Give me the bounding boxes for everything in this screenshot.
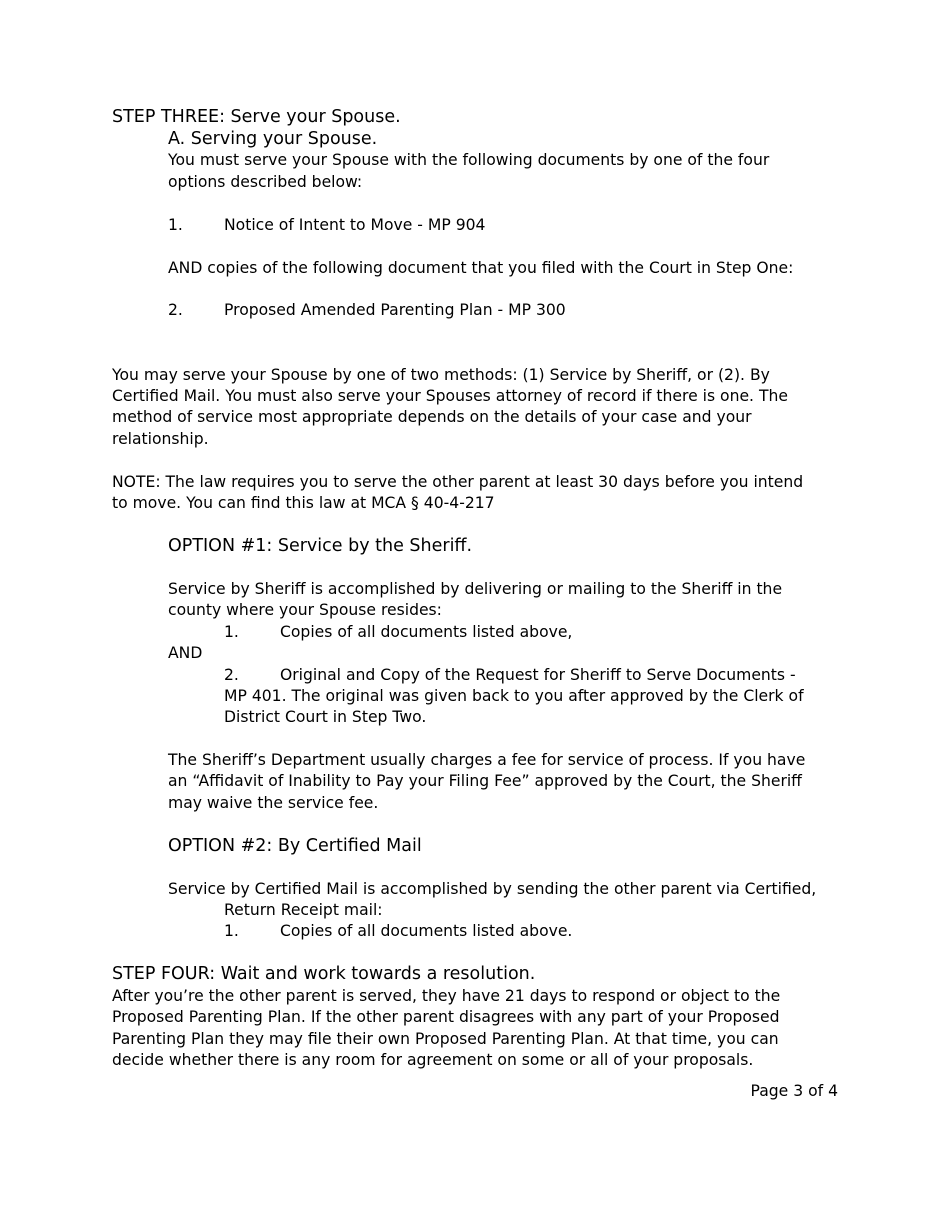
- list-item: Proposed Amended Parenting Plan - MP 300: [224, 301, 566, 319]
- list-number: 1.: [224, 623, 239, 641]
- and-text: AND: [168, 644, 203, 662]
- list-item: Original and Copy of the Request for Sheriff to Serve Documents -: [280, 666, 796, 684]
- list-item: Copies of all documents listed above,: [280, 623, 573, 641]
- list-number: 1.: [168, 216, 183, 234]
- methods-line: You may serve your Spouse by one of two methods: (1) Service by Sheriff, or (2). By: [112, 366, 770, 384]
- option2-heading: OPTION #2: By Certified Mail: [168, 836, 422, 856]
- methods-line: method of service most appropriate depends on the details of your case and your: [112, 408, 752, 426]
- and-copies-text: AND copies of the following document that you filed with the Court in Step One:: [168, 259, 794, 277]
- intro-line: You must serve your Spouse with the following documents by one of the four: [168, 151, 770, 169]
- option1-desc: county where your Spouse resides:: [168, 601, 442, 619]
- step-four-heading: STEP FOUR: Wait and work towards a resolution.: [112, 964, 536, 984]
- fee-line: an “Affidavit of Inability to Pay your Filing Fee” approved by the Court, the Sheriff: [168, 772, 802, 790]
- list-item: Copies of all documents listed above.: [280, 922, 573, 940]
- list-item-cont: District Court in Step Two.: [224, 708, 427, 726]
- intro-line: options described below:: [168, 173, 363, 191]
- step4-line: Proposed Parenting Plan. If the other parent disagrees with any part of your Proposed: [112, 1008, 780, 1026]
- step-three-heading: STEP THREE: Serve your Spouse.: [112, 107, 401, 127]
- list-number: 2.: [168, 301, 183, 319]
- list-number: 2.: [224, 666, 239, 684]
- list-item: Notice of Intent to Move - MP 904: [224, 216, 486, 234]
- step4-line: Parenting Plan they may file their own Proposed Parenting Plan. At that time, you can: [112, 1030, 779, 1048]
- note-line: NOTE: The law requires you to serve the other parent at least 30 days before you intend: [112, 473, 804, 491]
- option1-desc: Service by Sheriff is accomplished by delivering or mailing to the Sheriff in the: [168, 580, 783, 598]
- option2-desc: Return Receipt mail:: [224, 901, 383, 919]
- option2-desc: Service by Certified Mail is accomplished by sending the other parent via Certified,: [168, 880, 817, 898]
- serving-subheading: A. Serving your Spouse.: [168, 129, 378, 149]
- note-line: to move. You can find this law at MCA § 40-4-217: [112, 494, 495, 512]
- methods-line: relationship.: [112, 430, 209, 448]
- list-item-cont: MP 401. The original was given back to you after approved by the Clerk of: [224, 687, 804, 705]
- option1-heading: OPTION #1: Service by the Sheriff.: [168, 536, 473, 556]
- methods-line: Certified Mail. You must also serve your Spouses attorney of record if there is one. The: [112, 387, 788, 405]
- fee-line: The Sheriff’s Department usually charges a fee for service of process. If you have: [168, 751, 806, 769]
- fee-line: may waive the service fee.: [168, 794, 379, 812]
- step4-line: After you’re the other parent is served, they have 21 days to respond or object to the: [112, 987, 781, 1005]
- page-number: Page 3 of 4: [750, 1082, 838, 1100]
- step4-line: decide whether there is any room for agreement on some or all of your proposals.: [112, 1051, 754, 1069]
- list-number: 1.: [224, 922, 239, 940]
